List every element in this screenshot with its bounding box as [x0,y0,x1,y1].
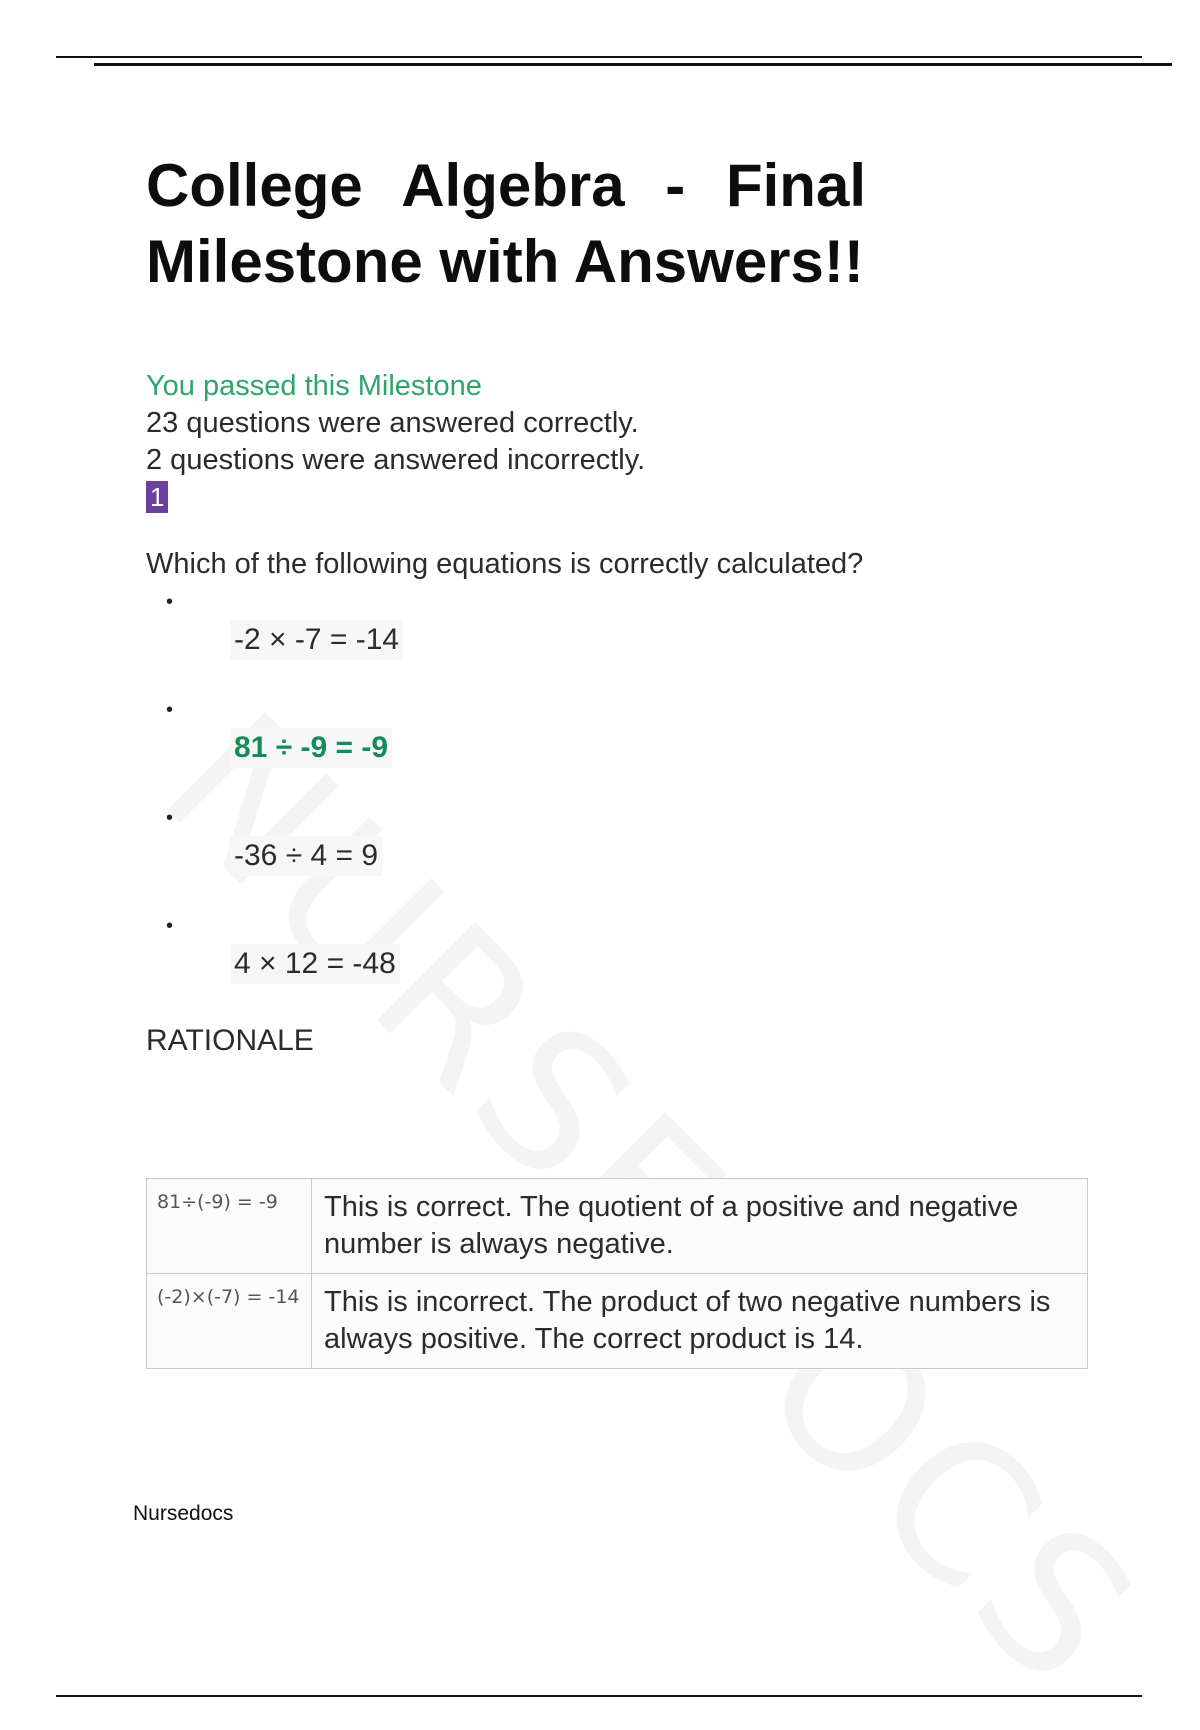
bullet-icon: • [166,915,174,937]
math-expression: (-2)×(-7) = -14 [147,1274,312,1369]
bullet-icon: • [166,699,174,721]
option-text: -2 × -7 = -14 [230,620,403,660]
passed-status: You passed this Milestone [146,370,482,402]
page-title: College Algebra - Final Milestone with Answers!! [146,152,866,295]
top-rule-thick [94,63,1172,66]
option-text: 4 × 12 = -48 [230,944,400,984]
table-row [147,1179,1088,1274]
math-expression: 81÷(-9) = -9 [147,1179,312,1274]
results-summary [146,368,645,516]
bottom-rule [56,1695,1142,1697]
bullet-icon: • [166,807,174,829]
top-rule [56,56,1142,58]
option-text: 81 ÷ -9 = -9 [230,728,392,768]
question-text: Which of the following equations is correctly calculated? [146,548,864,580]
option-text: -36 ÷ 4 = 9 [230,836,382,876]
incorrect-count-line: 2 questions were answered incorrectly. [146,444,646,476]
explanation-cell: This is correct. The quotient of a positive and negative number is always negative. [312,1179,1088,1274]
rationale-heading: RATIONALE [146,1024,314,1057]
table-row [147,1274,1088,1369]
rationale-table [146,1178,1088,1369]
explanation-cell: This is incorrect. The product of two negative numbers is always positive. The correct product is 14. [312,1274,1088,1369]
bullet-icon: • [166,591,174,613]
correct-count-line: 23 questions were answered correctly. [146,407,639,439]
footer-brand: Nursedocs [133,1502,234,1525]
question-number-badge: 1 [146,481,168,513]
